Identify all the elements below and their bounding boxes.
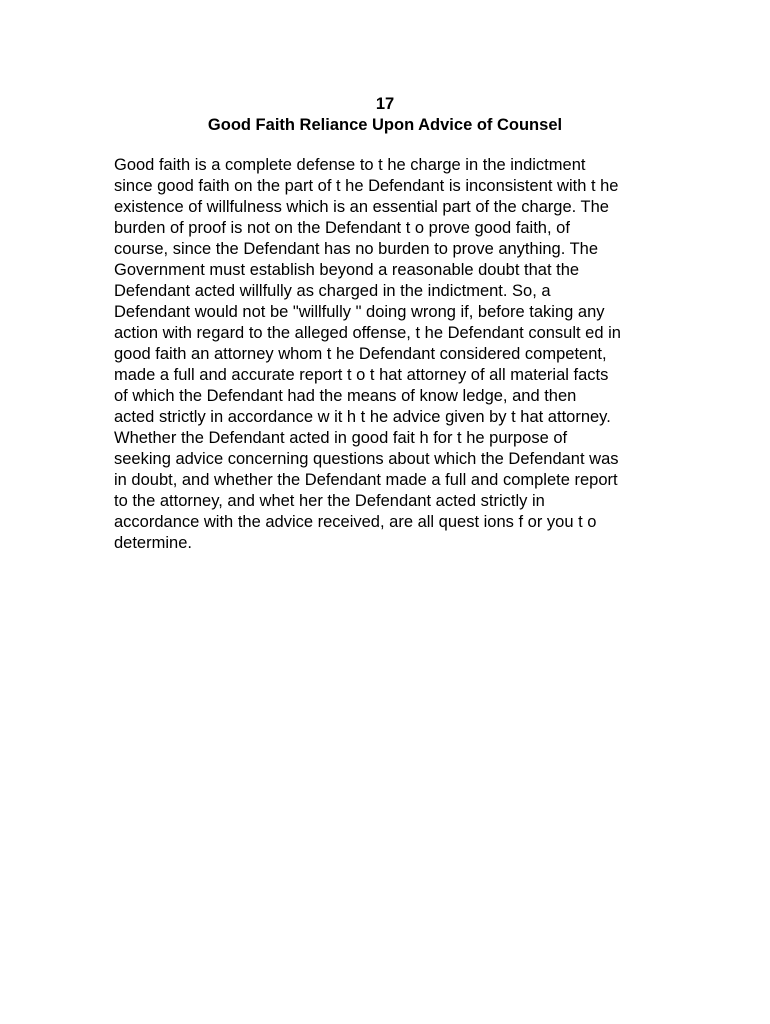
document-heading [114,94,656,136]
body-line: Defendant acted willfully as charged in the indictment. So, a [114,282,551,300]
body-line: since good faith on the part of t he Defendant is inconsistent with t he [114,177,619,195]
instruction-title: Good Faith Reliance Upon Advice of Counsel [207,116,563,134]
body-line: action with regard to the alleged offense, t he Defendant consult ed in [114,324,621,342]
body-line: accordance with the advice received, are all quest ions f or you t o [114,513,597,531]
body-line: good faith an attorney whom t he Defendant considered competent, [114,345,607,363]
body-line: determine. [114,534,192,552]
body-line: to the attorney, and whet her the Defendant acted strictly in [114,492,545,510]
body-line: acted strictly in accordance w it h t he advice given by t hat attorney. [114,408,611,426]
body-line: in doubt, and whether the Defendant made a full and complete report [114,471,618,489]
body-line: burden of proof is not on the Defendant t o prove good faith, of [114,219,570,237]
body-line: Defendant would not be "willfully " doing wrong if, before taking any [114,303,605,321]
body-line: Government must establish beyond a reasonable doubt that the [114,261,580,279]
instruction-body [114,155,674,554]
body-line: of which the Defendant had the means of know ledge, and then [114,387,577,405]
body-line: Good faith is a complete defense to t he charge in the indictment [114,156,586,174]
body-line: made a full and accurate report t o t hat attorney of all material facts [114,366,609,384]
body-line: existence of willfulness which is an essential part of the charge. The [114,198,609,216]
body-line: seeking advice concerning questions about which the Defendant was [114,450,619,468]
body-line: course, since the Defendant has no burden to prove anything. The [114,240,599,258]
instruction-number: 17 [375,95,395,113]
body-line: Whether the Defendant acted in good fait h for t he purpose of [114,429,568,447]
